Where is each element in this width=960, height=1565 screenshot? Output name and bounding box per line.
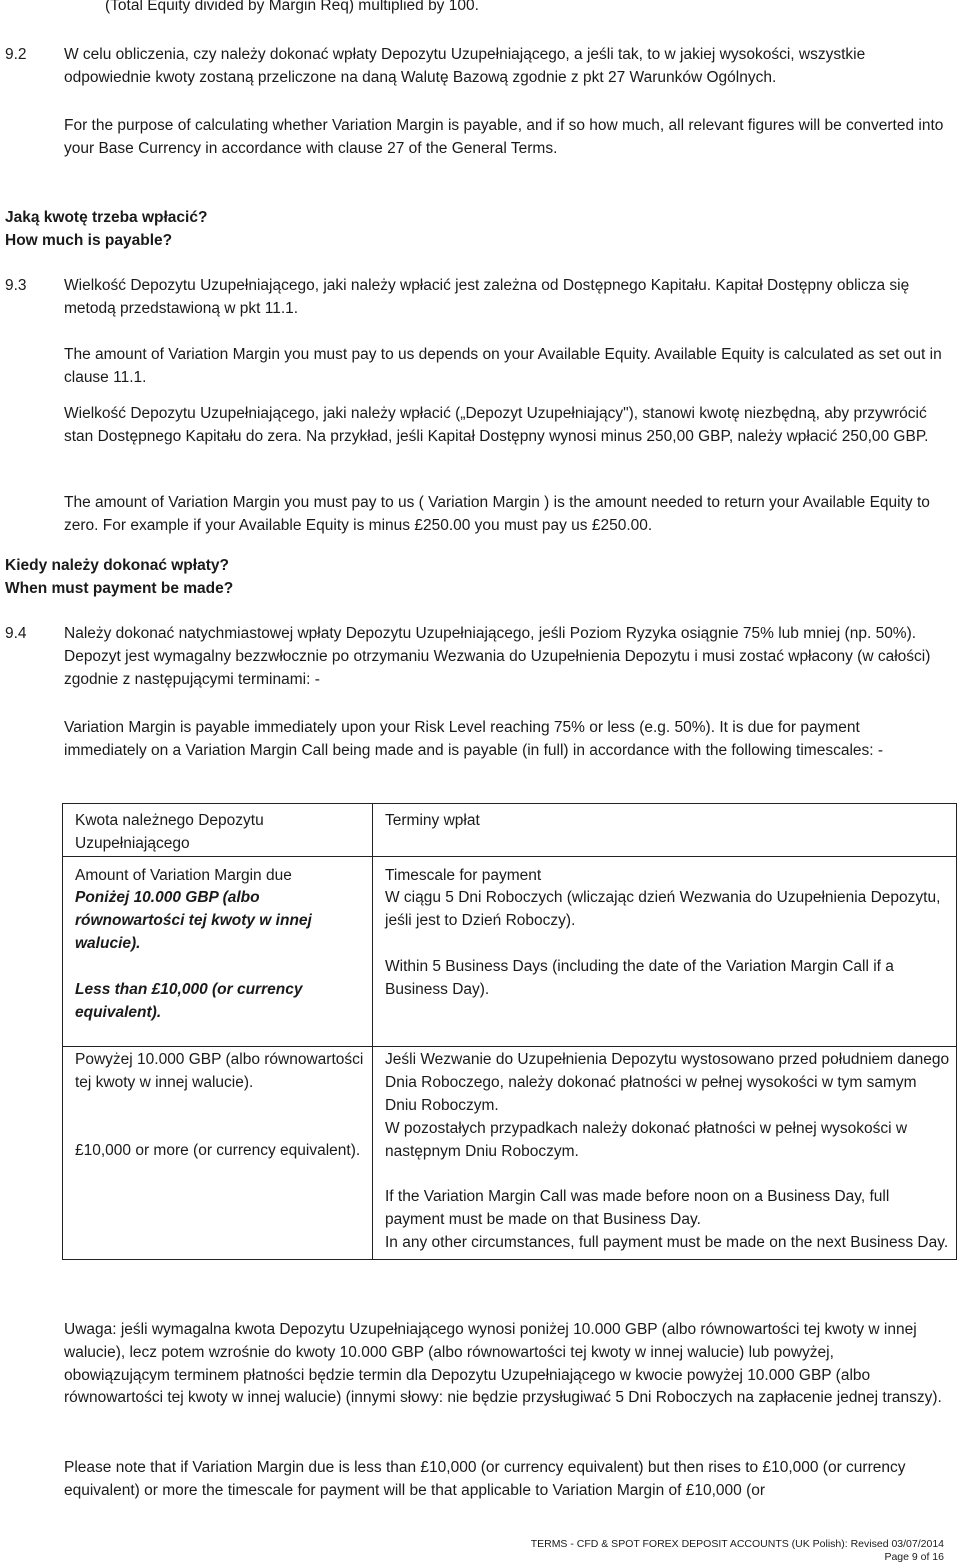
table-header-amount bbox=[63, 804, 373, 857]
row2-timescale-en-2: In any other circumstances, full payment must be made on the next Business Day. bbox=[385, 1233, 949, 1251]
header-amount-en: Amount of Variation Margin due bbox=[75, 866, 292, 884]
row2-timescale-pl-2: W pozostałych przypadkach należy dokonać płatności w pełnej wysokości w następnym Dniu Roboczym. bbox=[385, 1119, 908, 1160]
heading-how-much-en: How much is payable? bbox=[5, 232, 173, 249]
note-pl: Uwaga: jeśli wymagalna kwota Depozytu Uzupełniającego wynosi poniżej 10.000 GBP (albo równowartości tej kwoty w innej walucie), lecz potem wzrośnie do kwoty 10.000 GBP (albo równowartości tej kwoty w innej walucie) lub powyżej, obowiązującym terminem płatności będzie termin dla Depozytu Uzupełniającego w kwocie powyżej 10.000 GBP (albo równowartości tej kwoty w innej walucie) (innymi słowy: nie będzie przysługiwać 5 Dni Roboczych na zapłacenie jednej transzy). bbox=[64, 1321, 942, 1407]
section-9-2-en: For the purpose of calculating whether Variation Margin is payable, and if so how much, all relevant figures will be converted into your Base Currency in accordance with clause 27 of the General Terms. bbox=[64, 117, 944, 157]
footer-title: TERMS - CFD & SPOT FOREX DEPOSIT ACCOUNTS (UK Polish): Revised 03/07/2014 bbox=[530, 1538, 944, 1550]
heading-when-en: When must payment be made? bbox=[5, 580, 234, 597]
section-9-3-p1-pl: Wielkość Depozytu Uzupełniającego, jaki należy wpłacić jest zależna od Dostępnego Kapitału. Kapitał Dostępny oblicza się metodą przedstawioną w pkt 11.1. bbox=[64, 277, 910, 317]
row2-amount-en: £10,000 or more (or currency equivalent). bbox=[75, 1141, 361, 1159]
table-header-timescale bbox=[373, 804, 957, 857]
table-row bbox=[63, 1047, 957, 1259]
header-amount-pl: Kwota należnego Depozytu Uzupełniającego bbox=[75, 812, 264, 852]
note-en: Please note that if Variation Margin due is less than £10,000 (or currency equivalent) but then rises to £10,000 (or currency equivalent) or more the timescale for payment will be that applicable to Variation Margin of £10,000 (or bbox=[64, 1459, 906, 1499]
row2-amount-pl: Powyżej 10.000 GBP (albo równowartości tej kwoty w innej walucie). bbox=[75, 1051, 364, 1092]
section-number-9-2: 9.2 bbox=[5, 46, 27, 63]
section-9-4-en: Variation Margin is payable immediately upon your Risk Level reaching 75% or less (e.g. 50%). It is due for payment immediately on a Variation Margin Call being made and is payable (in full) in accordance with the following timescales: - bbox=[64, 719, 884, 759]
section-9-4-pl: Należy dokonać natychmiastowej wpłaty Depozytu Uzupełniającego, jeśli Poziom Ryzyka osiągnie 75% lub mniej (np. 50%). Depozyt jest wymagalny bezzwłocznie po otrzymaniu Wezwania do Uzupełnienia Depozytu i musi zostać wpłacony (w całości) zgodnie z następującymi terminami: - bbox=[64, 625, 931, 688]
section-number-9-4: 9.4 bbox=[5, 625, 27, 642]
table-row bbox=[63, 856, 957, 1047]
heading-how-much-pl: Jaką kwotę trzeba wpłacić? bbox=[5, 209, 208, 226]
section-9-3-p2-en: The amount of Variation Margin you must pay to us ( Variation Margin ) is the amount needed to return your Available Equity to zero. For example if your Available Equity is minus £250.00 you must pay us £250.00. bbox=[64, 494, 930, 534]
section-number-9-3: 9.3 bbox=[5, 277, 27, 294]
header-timescale-pl: Terminy wpłat bbox=[385, 812, 480, 829]
page-number: Page 9 of 16 bbox=[884, 1551, 944, 1563]
row2-timescale-pl-1: Jeśli Wezwanie do Uzupełnienia Depozytu wystosowano przed południem danego Dnia Roboczego, należy dokonać płatności w pełnej wysokości w tym samym Dniu Roboczym. bbox=[385, 1051, 950, 1114]
row1-amount-en: Less than £10,000 (or currency equivalent). bbox=[75, 980, 303, 1021]
top-line: (Total Equity divided by Margin Req) multiplied by 100. bbox=[105, 0, 479, 14]
row1-timescale-pl: W ciągu 5 Dni Roboczych (wliczając dzień Wezwania do Uzupełnienia Depozytu, jeśli jest to Dzień Roboczy). bbox=[385, 889, 941, 930]
table-header-row bbox=[63, 804, 957, 857]
section-9-3-p2-pl: Wielkość Depozytu Uzupełniającego, jaki należy wpłacić („Depozyt Uzupełniający"), stanowi kwotę niezbędną, aby przywrócić stan Dostępnego Kapitału do zera. Na przykład, jeśli Kapitał Dostępny wynosi minus 250,00 GBP, należy wpłacić 250,00 GBP. bbox=[64, 405, 929, 445]
heading-when-pl: Kiedy należy dokonać wpłaty? bbox=[5, 557, 229, 574]
section-9-2-pl: W celu obliczenia, czy należy dokonać wpłaty Depozytu Uzupełniającego, a jeśli tak, to w jakiej wysokości, wszystkie odpowiednie kwoty zostaną przeliczone na daną Walutę Bazową zgodnie z pkt 27 Warunków Ogólnych. bbox=[64, 46, 866, 86]
row2-timescale-en-1: If the Variation Margin Call was made before noon on a Business Day, full payment must be made on that Business Day. bbox=[385, 1188, 890, 1229]
section-9-3-p1-en: The amount of Variation Margin you must pay to us depends on your Available Equity. Available Equity is calculated as set out in clause 11.1. bbox=[64, 346, 942, 386]
timescale-table bbox=[62, 803, 957, 1260]
row1-amount-pl: Poniżej 10.000 GBP (albo równowartości tej kwoty w innej walucie). bbox=[75, 889, 312, 952]
header-timescale-en: Timescale for payment bbox=[385, 866, 542, 884]
row1-timescale-en: Within 5 Business Days (including the date of the Variation Margin Call if a Business Day). bbox=[385, 957, 894, 998]
